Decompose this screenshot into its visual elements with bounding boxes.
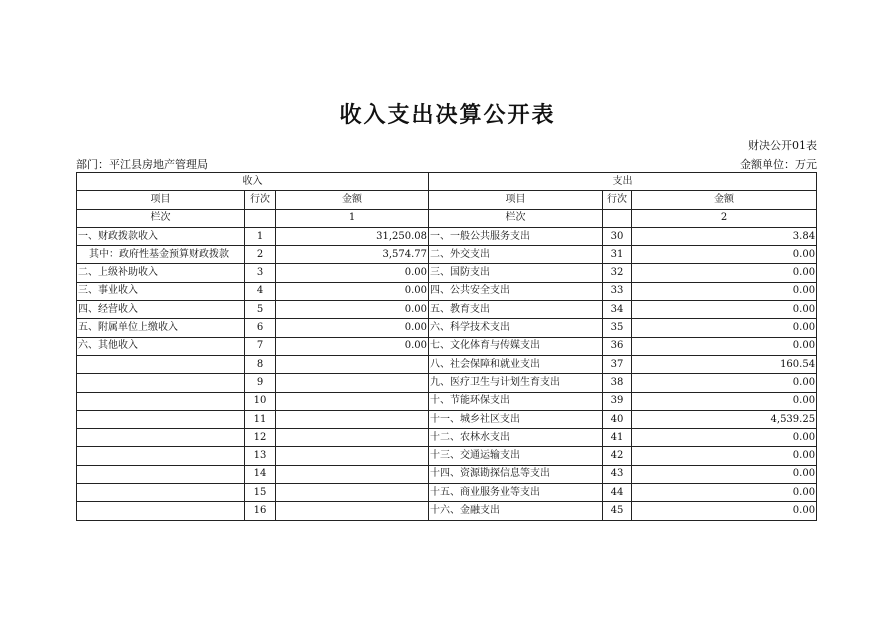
expense-row-no-cell: 39 bbox=[603, 392, 632, 410]
table-row bbox=[77, 465, 817, 483]
income-row-no-cell: 8 bbox=[245, 355, 276, 373]
expense-row-no-cell: 33 bbox=[603, 282, 632, 300]
income-row-no-cell: 11 bbox=[245, 410, 276, 428]
income-item-cell bbox=[77, 484, 245, 502]
expense-item-cell: 十五、商业服务业等支出 bbox=[429, 484, 603, 502]
income-row-no-cell: 1 bbox=[245, 227, 276, 245]
expense-item-cell: 七、文化体育与传媒支出 bbox=[429, 337, 603, 355]
income-amount-cell bbox=[276, 410, 429, 428]
income-item-header: 项目 bbox=[77, 191, 245, 209]
expense-amount-cell: 0.00 bbox=[632, 337, 817, 355]
income-row-no-cell: 2 bbox=[245, 246, 276, 264]
income-item-cell: 四、经营收入 bbox=[77, 301, 245, 319]
income-item-cell bbox=[77, 465, 245, 483]
expense-amount-cell: 0.00 bbox=[632, 447, 817, 465]
expense-row-no-cell: 42 bbox=[603, 447, 632, 465]
expense-item-cell: 六、科学技术支出 bbox=[429, 319, 603, 337]
expense-amount-cell: 0.00 bbox=[632, 484, 817, 502]
expense-amount-cell: 0.00 bbox=[632, 264, 817, 282]
income-item-cell: 六、其他收入 bbox=[77, 337, 245, 355]
income-item-cell bbox=[77, 374, 245, 392]
income-item-cell: 一、财政拨款收入 bbox=[77, 227, 245, 245]
income-amount-cell bbox=[276, 484, 429, 502]
expense-item-cell: 五、教育支出 bbox=[429, 301, 603, 319]
expense-amount-cell: 0.00 bbox=[632, 465, 817, 483]
income-amount-header: 金额 bbox=[276, 191, 429, 209]
income-row-no-cell: 6 bbox=[245, 319, 276, 337]
expense-amount-cell: 0.00 bbox=[632, 374, 817, 392]
income-row-no-cell: 3 bbox=[245, 264, 276, 282]
header-row-columns bbox=[77, 191, 817, 209]
expense-row-no-cell: 32 bbox=[603, 264, 632, 282]
expense-item-cell: 十、节能环保支出 bbox=[429, 392, 603, 410]
header-row-sections bbox=[77, 173, 817, 191]
expense-row-no-cell: 31 bbox=[603, 246, 632, 264]
expense-section-header: 支出 bbox=[429, 173, 817, 191]
department-label: 部门：平江县房地产管理局 bbox=[76, 158, 208, 171]
expense-amount-cell: 0.00 bbox=[632, 246, 817, 264]
expense-row-no-cell: 45 bbox=[603, 502, 632, 520]
income-item-cell bbox=[77, 355, 245, 373]
expense-row-no-cell: 44 bbox=[603, 484, 632, 502]
expense-amount-cell: 4,539.25 bbox=[632, 410, 817, 428]
income-column-empty bbox=[245, 209, 276, 227]
income-row-no-cell: 10 bbox=[245, 392, 276, 410]
income-item-cell: 其中：政府性基金预算财政拨款 bbox=[77, 246, 245, 264]
expense-item-cell: 十四、资源勘探信息等支出 bbox=[429, 465, 603, 483]
income-row-no-cell: 12 bbox=[245, 429, 276, 447]
table-row bbox=[77, 319, 817, 337]
expense-row-no-cell: 41 bbox=[603, 429, 632, 447]
expense-item-cell: 十一、城乡社区支出 bbox=[429, 410, 603, 428]
income-row-no-cell: 5 bbox=[245, 301, 276, 319]
table-row bbox=[77, 227, 817, 245]
income-row-no-header: 行次 bbox=[245, 191, 276, 209]
income-item-cell: 三、事业收入 bbox=[77, 282, 245, 300]
table-row bbox=[77, 392, 817, 410]
income-amount-cell bbox=[276, 447, 429, 465]
table-row bbox=[77, 447, 817, 465]
income-row-no-cell: 15 bbox=[245, 484, 276, 502]
income-amount-cell: 31,250.08 bbox=[276, 227, 429, 245]
income-amount-cell bbox=[276, 465, 429, 483]
table-row bbox=[77, 301, 817, 319]
expense-row-no-cell: 35 bbox=[603, 319, 632, 337]
expense-row-no-cell: 36 bbox=[603, 337, 632, 355]
table-row bbox=[77, 355, 817, 373]
expense-amount-header: 金额 bbox=[632, 191, 817, 209]
expense-column-empty bbox=[603, 209, 632, 227]
table-row bbox=[77, 502, 817, 520]
income-amount-cell: 0.00 bbox=[276, 337, 429, 355]
income-row-no-cell: 9 bbox=[245, 374, 276, 392]
expense-item-cell: 一、一般公共服务支出 bbox=[429, 227, 603, 245]
income-amount-cell: 3,574.77 bbox=[276, 246, 429, 264]
expense-item-cell: 十二、农林水支出 bbox=[429, 429, 603, 447]
income-item-cell: 五、附属单位上缴收入 bbox=[77, 319, 245, 337]
income-amount-cell: 0.00 bbox=[276, 301, 429, 319]
expense-amount-cell: 3.84 bbox=[632, 227, 817, 245]
expense-item-cell: 三、国防支出 bbox=[429, 264, 603, 282]
table-row bbox=[77, 337, 817, 355]
expense-amount-cell: 0.00 bbox=[632, 502, 817, 520]
income-row-no-cell: 16 bbox=[245, 502, 276, 520]
income-amount-cell bbox=[276, 392, 429, 410]
amount-unit-label: 金额单位：万元 bbox=[740, 158, 817, 171]
expense-amount-cell: 160.54 bbox=[632, 355, 817, 373]
expense-item-cell: 四、公共安全支出 bbox=[429, 282, 603, 300]
expense-row-no-cell: 34 bbox=[603, 301, 632, 319]
income-column-label: 栏次 bbox=[77, 209, 245, 227]
income-row-no-cell: 13 bbox=[245, 447, 276, 465]
income-item-cell bbox=[77, 447, 245, 465]
table-row bbox=[77, 484, 817, 502]
income-item-cell bbox=[77, 429, 245, 447]
expense-column-number: 2 bbox=[632, 209, 817, 227]
expense-amount-cell: 0.00 bbox=[632, 282, 817, 300]
income-item-cell: 二、上级补助收入 bbox=[77, 264, 245, 282]
income-amount-cell bbox=[276, 374, 429, 392]
table-row bbox=[77, 374, 817, 392]
expense-row-no-cell: 37 bbox=[603, 355, 632, 373]
income-amount-cell bbox=[276, 429, 429, 447]
page-title: 收入支出决算公开表 bbox=[339, 102, 556, 128]
income-row-no-cell: 14 bbox=[245, 465, 276, 483]
expense-amount-cell: 0.00 bbox=[632, 392, 817, 410]
expense-item-cell: 十三、交通运输支出 bbox=[429, 447, 603, 465]
expense-amount-cell: 0.00 bbox=[632, 301, 817, 319]
expense-column-label: 栏次 bbox=[429, 209, 603, 227]
income-amount-cell bbox=[276, 355, 429, 373]
table-row bbox=[77, 282, 817, 300]
expense-row-no-cell: 43 bbox=[603, 465, 632, 483]
income-section-header: 收入 bbox=[77, 173, 429, 191]
expense-item-cell: 九、医疗卫生与计划生育支出 bbox=[429, 374, 603, 392]
income-amount-cell bbox=[276, 502, 429, 520]
expense-item-header: 项目 bbox=[429, 191, 603, 209]
income-amount-cell: 0.00 bbox=[276, 282, 429, 300]
income-item-cell bbox=[77, 392, 245, 410]
table-row bbox=[77, 429, 817, 447]
income-item-cell bbox=[77, 502, 245, 520]
table-row bbox=[77, 410, 817, 428]
table-row bbox=[77, 246, 817, 264]
expense-item-cell: 八、社会保障和就业支出 bbox=[429, 355, 603, 373]
income-row-no-cell: 4 bbox=[245, 282, 276, 300]
income-amount-cell: 0.00 bbox=[276, 264, 429, 282]
income-amount-cell: 0.00 bbox=[276, 319, 429, 337]
table-row bbox=[77, 264, 817, 282]
expense-row-no-header: 行次 bbox=[603, 191, 632, 209]
expense-item-cell: 二、外交支出 bbox=[429, 246, 603, 264]
expense-row-no-cell: 38 bbox=[603, 374, 632, 392]
header-row-column-index bbox=[77, 209, 817, 227]
expense-row-no-cell: 40 bbox=[603, 410, 632, 428]
expense-amount-cell: 0.00 bbox=[632, 319, 817, 337]
income-item-cell bbox=[77, 410, 245, 428]
expense-row-no-cell: 30 bbox=[603, 227, 632, 245]
income-row-no-cell: 7 bbox=[245, 337, 276, 355]
income-expense-table bbox=[76, 172, 817, 521]
expense-item-cell: 十六、金融支出 bbox=[429, 502, 603, 520]
income-column-number: 1 bbox=[276, 209, 429, 227]
expense-amount-cell: 0.00 bbox=[632, 429, 817, 447]
form-number: 财决公开01表 bbox=[748, 139, 817, 152]
